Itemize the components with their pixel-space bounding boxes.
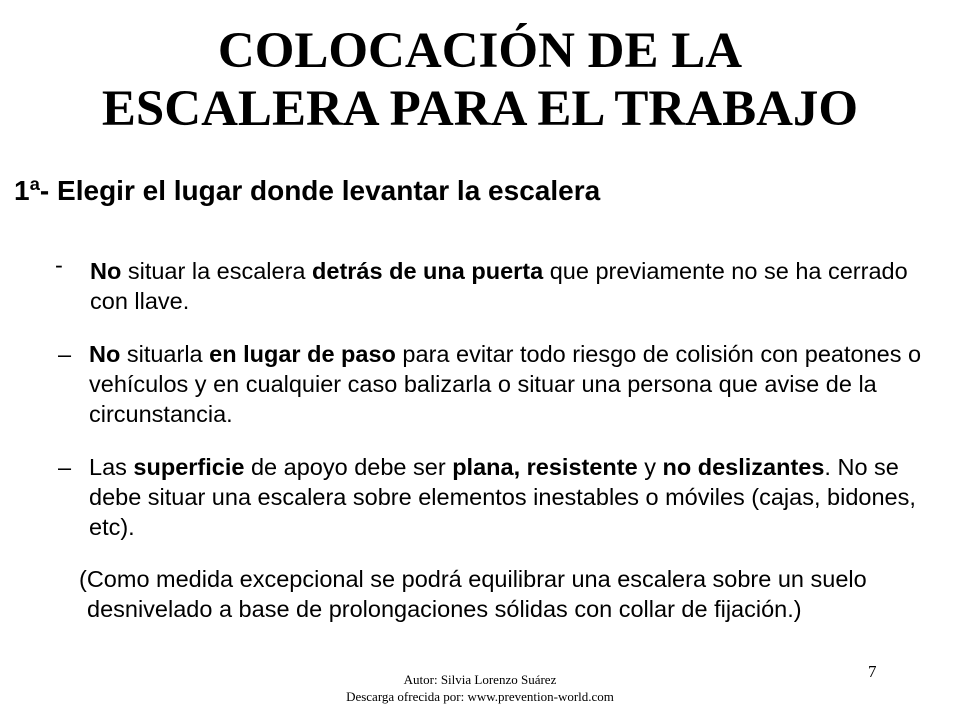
page-number: 7 <box>868 662 877 681</box>
footer <box>0 671 960 705</box>
bold-segment: superficie <box>133 454 245 480</box>
bold-segment: detrás de una puerta <box>312 258 544 284</box>
text-segment: . No se debe situar una escalera sobre elementos inestables o móviles (cajas, bidones, etc). <box>89 454 916 540</box>
bold-segment: No <box>90 258 122 284</box>
text-segment: situar la escalera <box>121 258 313 284</box>
bullet-marker: – <box>58 454 72 480</box>
bullet-item-3 <box>58 452 938 542</box>
text-segment: Las <box>89 454 134 480</box>
bullet-text <box>55 256 935 316</box>
bold-segment: no deslizantes <box>662 454 825 480</box>
bullet-marker: – <box>58 341 72 367</box>
text-segment: que previamente no se ha cerrado con llave. <box>90 258 908 314</box>
footer-download: Descarga ofrecida por: www.prevention-world.com <box>346 689 614 704</box>
bullet-marker: - <box>55 252 63 278</box>
footer-author: Autor: Silvia Lorenzo Suárez <box>403 672 557 687</box>
bullet-item-2 <box>58 339 938 429</box>
section-heading: 1ª- Elegir el lugar donde levantar la escalera <box>14 175 601 206</box>
bold-segment: en lugar de paso <box>209 341 396 367</box>
bullet-text <box>58 452 938 542</box>
exception-note: (Como medida excepcional se podrá equilibrar una escalera sobre un suelo desnivelado a base de prolongaciones sólidas con collar de fijación.) <box>79 566 867 622</box>
page-title <box>0 22 960 138</box>
text-segment: situarla <box>120 341 210 367</box>
text-segment: para evitar todo riesgo de colisión con peatones o vehículos y en cualquier caso balizarla o situar una persona que avise de la circunstancia. <box>89 341 922 427</box>
title-line-1: COLOCACIÓN DE LA <box>217 23 743 79</box>
bullet-text <box>58 339 938 429</box>
text-segment: de apoyo debe ser <box>244 454 453 480</box>
bold-segment: plana, resistente <box>452 454 638 480</box>
bold-segment: No <box>89 341 121 367</box>
bullet-item-1 <box>55 252 935 316</box>
title-line-2: ESCALERA PARA EL TRABAJO <box>101 81 859 137</box>
text-segment: y <box>637 454 663 480</box>
